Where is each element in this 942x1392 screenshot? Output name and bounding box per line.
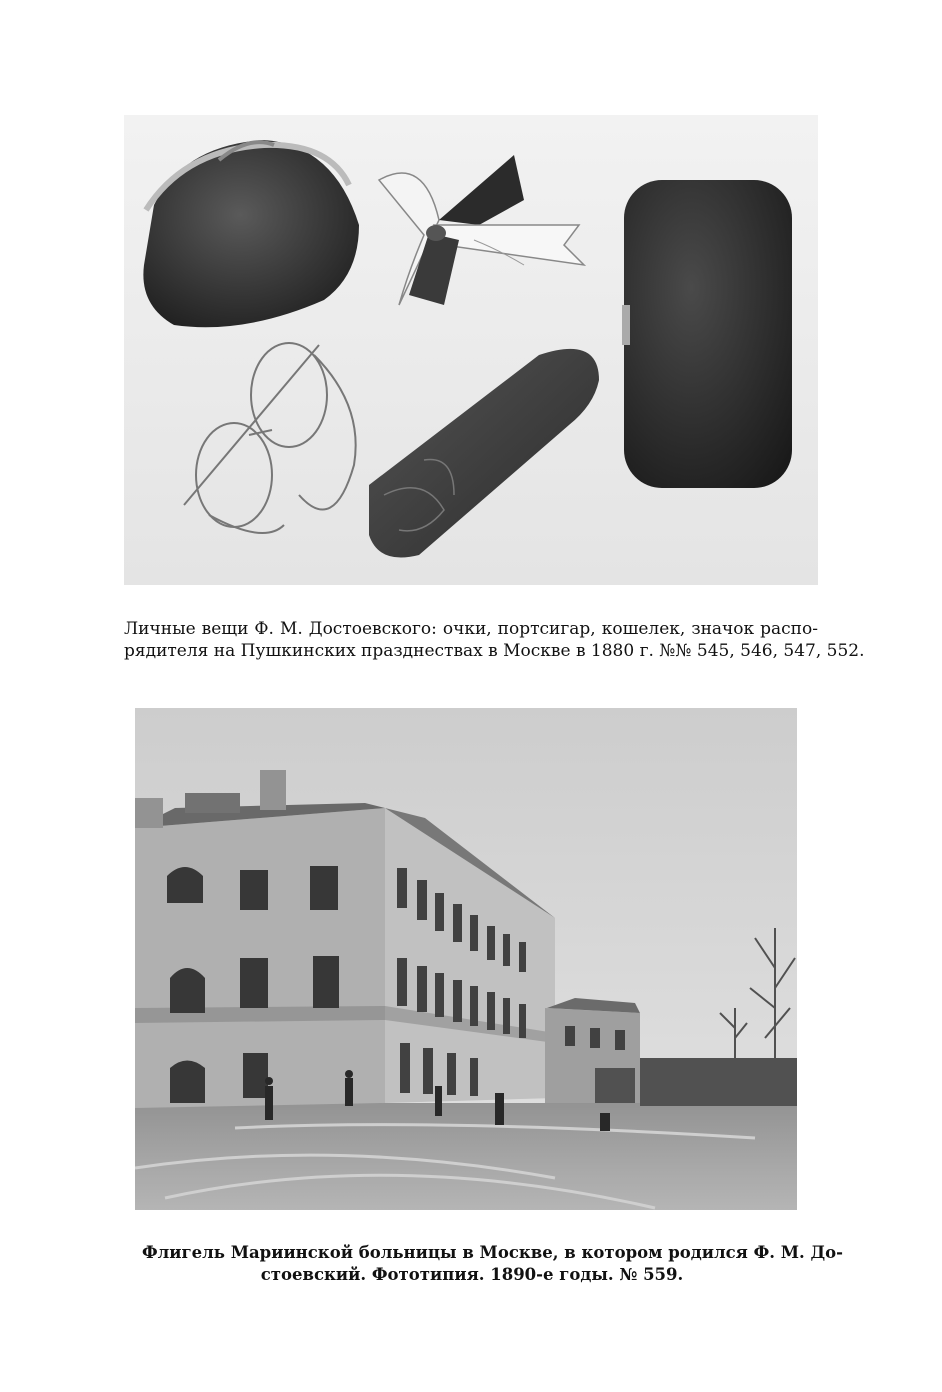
photo-mariinsky-hospital-wing bbox=[135, 708, 797, 1210]
caption-line: Флигель Мариинской больницы в Москве, в котором родился Ф. М. До- bbox=[142, 1243, 844, 1262]
photo-personal-items bbox=[124, 115, 818, 585]
caption-line: стоевский. Фототипия. 1890-е годы. № 559. bbox=[260, 1265, 684, 1284]
caption-line: рядителя на Пушкинских празднествах в Москве в 1880 г. №№ 545, 546, 547, 552. bbox=[124, 641, 865, 661]
cigarette-case-item bbox=[622, 180, 792, 488]
caption-hospital-wing bbox=[142, 1242, 844, 1286]
caption-line: Личные вещи Ф. М. Достоевского: очки, портсигар, кошелек, значок распо- bbox=[124, 619, 818, 639]
caption-personal-items bbox=[124, 618, 865, 662]
